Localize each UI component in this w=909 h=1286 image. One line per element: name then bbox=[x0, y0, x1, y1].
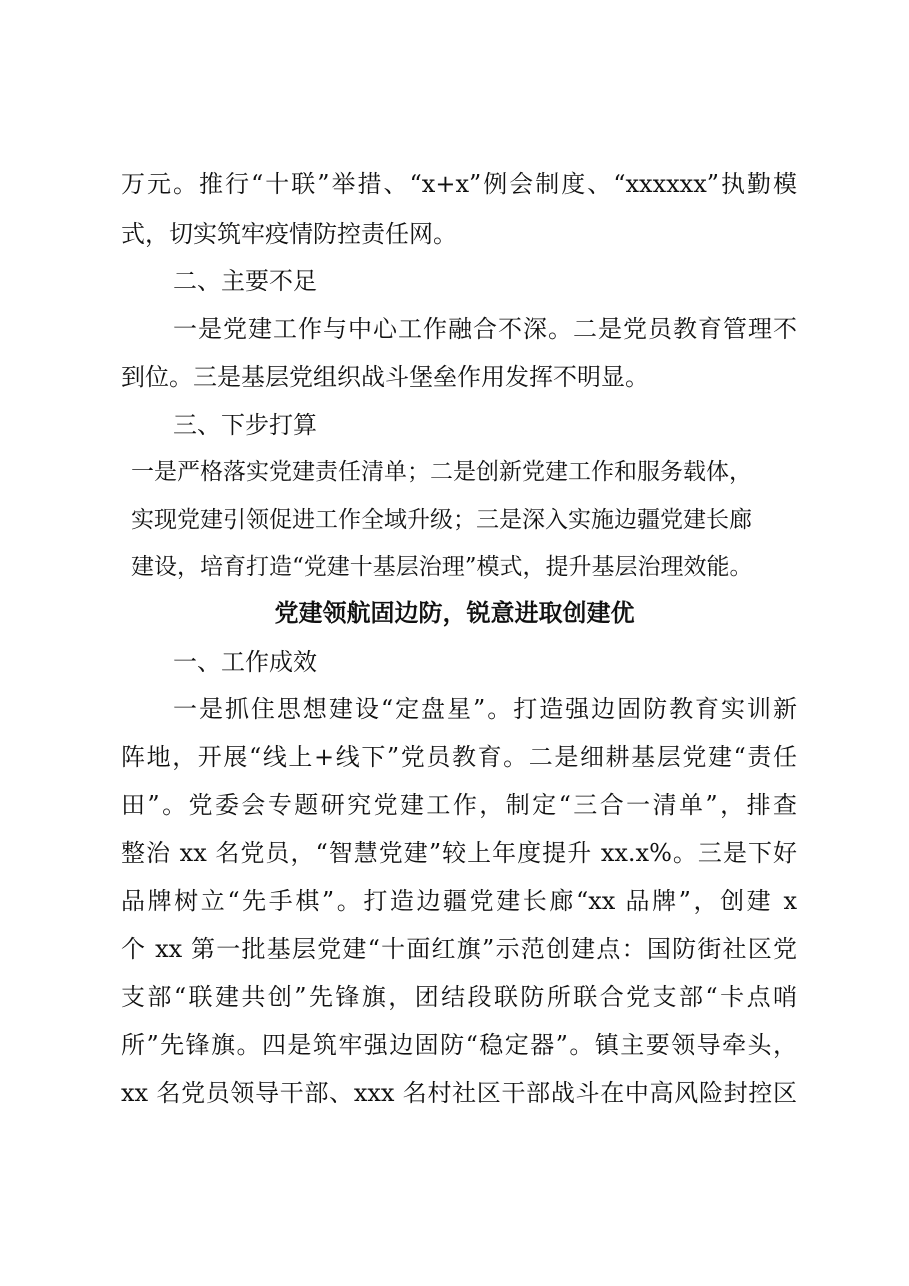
paragraph-line: 支部“联建共创”先锋旗，团结段联防所联合党支部“卡点哨 bbox=[121, 983, 797, 1011]
section-heading-shortcomings: 二、主要不足 bbox=[173, 267, 317, 295]
paragraph-line: 实现党建引领促进工作全域升级；三是深入实施边疆党建长廊 bbox=[131, 507, 752, 533]
paragraph-line: 到位。三是基层党组织战斗堡垒作用发挥不明显。 bbox=[121, 363, 649, 391]
paragraph-line: 万元。推行“十联”举措、“x+x”例会制度、“xxxxxx”执勤模 bbox=[121, 170, 797, 198]
paragraph-line: 品牌树立“先手棋”。打造边疆党建长廊“xx 品牌”，创建 x bbox=[121, 887, 797, 915]
section-title: 党建领航固边防，锐意进取创建优 bbox=[274, 598, 635, 627]
paragraph-line: 田”。党委会专题研究党建工作，制定“三合一清单”，排查 bbox=[121, 791, 797, 819]
paragraph-line: 一是抓住思想建设“定盘星”。打造强边固防教育实训新 bbox=[173, 695, 797, 723]
paragraph-line: 式，切实筑牢疫情防控责任网。 bbox=[121, 220, 457, 248]
paragraph-line: 所”先锋旗。四是筑牢强边固防“稳定器”。镇主要领导牵头， bbox=[121, 1031, 797, 1059]
paragraph-line: 一是严格落实党建责任清单；二是创新党建工作和服务载体， bbox=[131, 459, 752, 485]
paragraph-line: 一是党建工作与中心工作融合不深。二是党员教育管理不 bbox=[173, 315, 797, 343]
paragraph-line: xx 名党员领导干部、xxx 名村社区干部战斗在中高风险封控区 bbox=[121, 1079, 797, 1107]
paragraph-line: 建设，培育打造“党建十基层治理”模式，提升基层治理效能。 bbox=[131, 554, 753, 580]
paragraph-line: 阵地，开展“线上+线下”党员教育。二是细耕基层党建“责任 bbox=[121, 743, 797, 771]
section-heading-achievements: 一、工作成效 bbox=[173, 648, 317, 676]
paragraph-line: 整治 xx 名党员，“智慧党建”较上年度提升 xx.x%。三是下好 bbox=[121, 839, 797, 867]
section-heading-next-steps: 三、下步打算 bbox=[173, 411, 317, 439]
paragraph-line: 个 xx 第一批基层党建“十面红旗”示范创建点：国防街社区党 bbox=[121, 935, 797, 963]
